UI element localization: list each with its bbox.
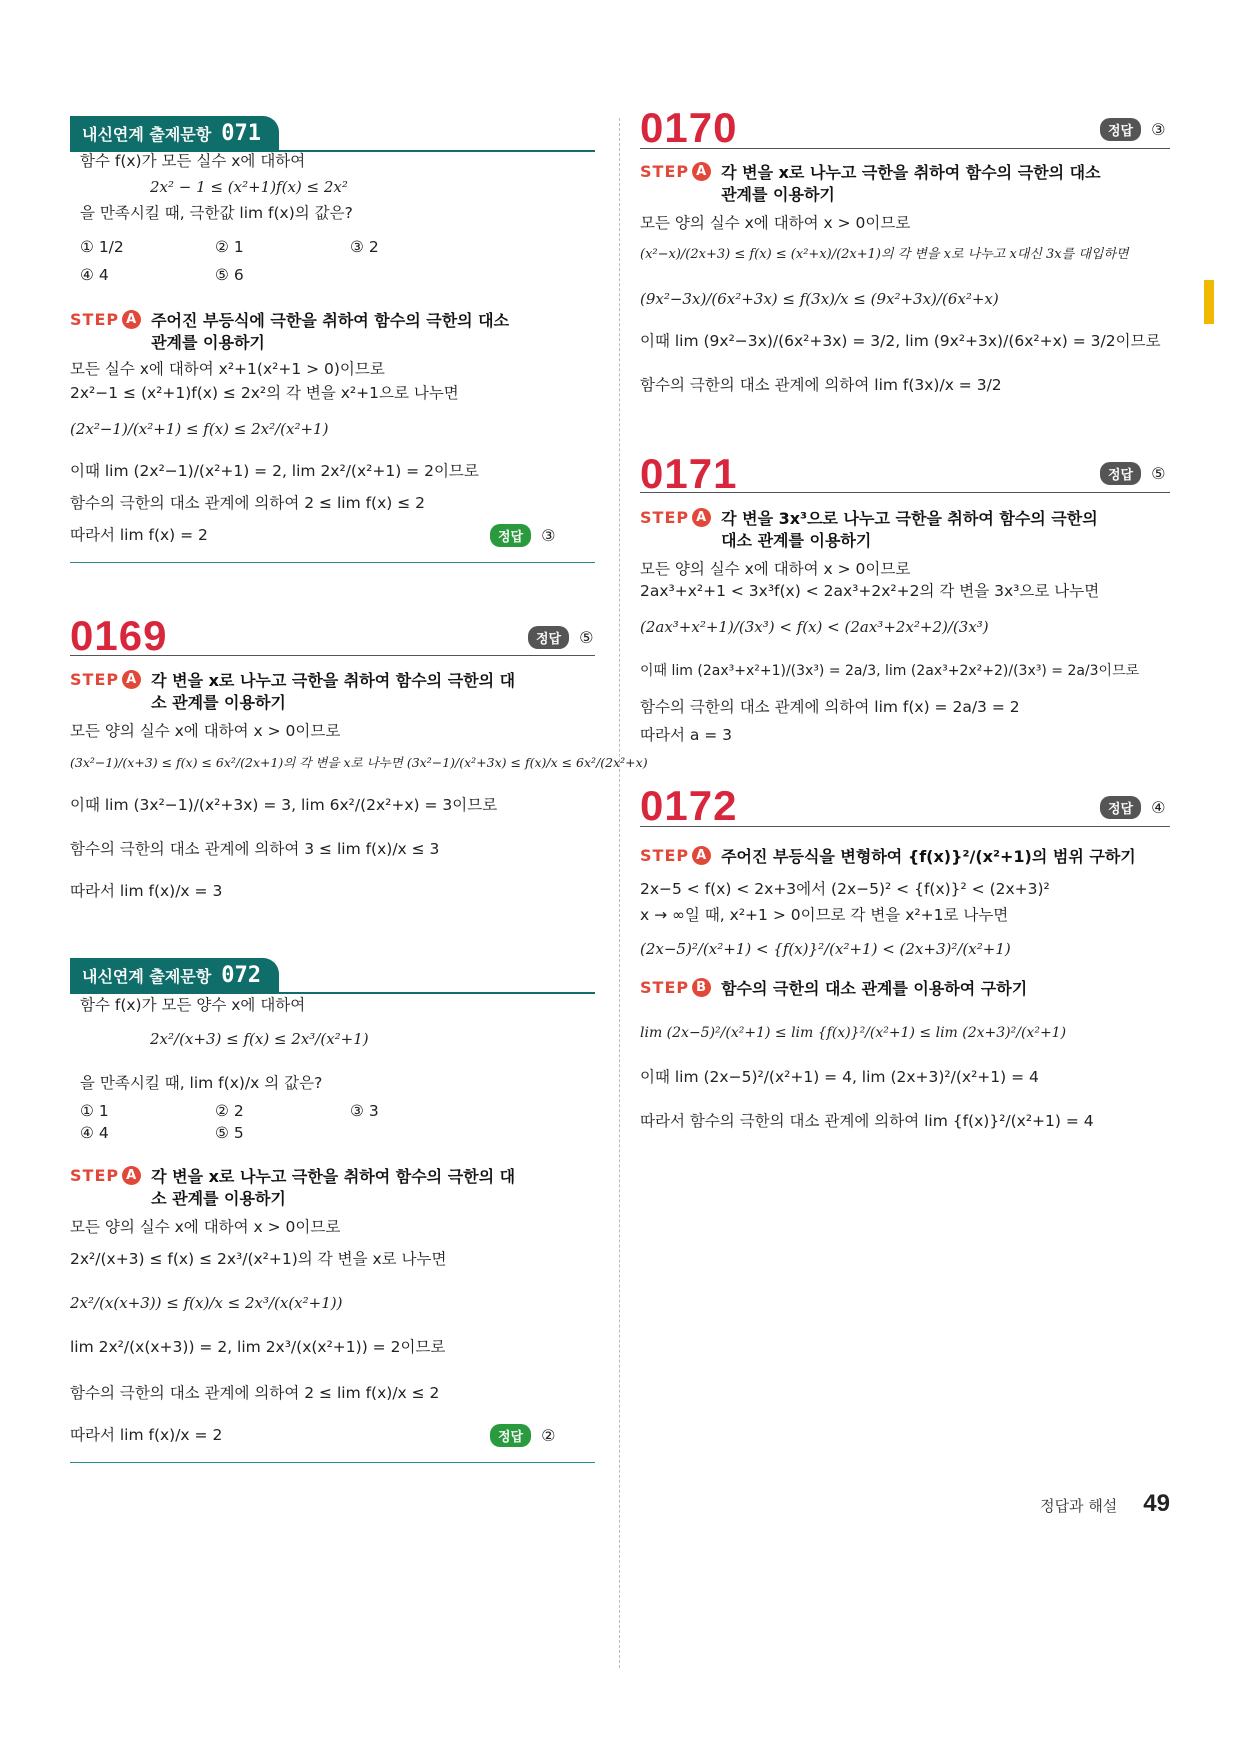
header-rule: [640, 148, 1170, 149]
solution-line: (2ax³+x²+1)/(3x³) < f(x) < (2ax³+2x²+2)/(3x³): [640, 618, 989, 636]
naesin-number: 072: [221, 962, 261, 988]
step-tag: [640, 508, 711, 527]
step-title: 각 변을 x로 나누고 극한을 취하여 함수의 극한의 대소 관계를 이용하기: [151, 671, 516, 712]
answer-value: ②: [541, 1426, 556, 1445]
problem-number: 0170: [640, 104, 738, 151]
solution-line: 2x²−1 ≤ (x²+1)f(x) ≤ 2x²의 각 변을 x²+1으로 나누면: [70, 384, 459, 402]
step-tag: [640, 978, 711, 997]
question-line: 을 만족시킬 때, lim f(x)/x 의 값은?: [80, 1074, 323, 1092]
step-letter: A: [122, 310, 141, 329]
choice-1[interactable]: ① 1/2: [80, 238, 124, 256]
answer-value: ⑤: [579, 628, 594, 647]
problem-number: 0169: [70, 612, 168, 659]
step-letter: A: [692, 162, 711, 181]
solution-line: (2x−5)²/(x²+1) < {f(x)}²/(x²+1) < (2x+3)²/(x²+1): [640, 940, 1011, 958]
solution-line: (3x²−1)/(x+3) ≤ f(x) ≤ 6x²/(2x+1)의 각 변을 x로 나누면 (3x²−1)/(x²+3x) ≤ f(x)/x ≤ 6x²/(2x²+x): [70, 755, 648, 770]
choice-3[interactable]: ③ 3: [350, 1102, 379, 1120]
solution-line: 함수의 극한의 대소 관계에 의하여 lim f(x) = 2a/3 = 2: [640, 698, 1020, 716]
section-separator: [70, 562, 595, 563]
step-letter: A: [692, 846, 711, 865]
step-tag: [640, 162, 711, 181]
solution-line: 모든 양의 실수 x에 대하여 x > 0이므로: [70, 1218, 341, 1236]
step-title: 각 변을 x로 나누고 극한을 취하여 함수의 극한의 대소 관계를 이용하기: [721, 163, 1101, 204]
answer-badge: 정답: [1100, 118, 1141, 141]
column-divider: [619, 118, 620, 1668]
solution-line: 이때 lim (3x²−1)/(x²+3x) = 3, lim 6x²/(2x²+x) = 3이므로: [70, 796, 498, 814]
choice-5[interactable]: ⑤ 5: [215, 1124, 244, 1142]
solution-line: 함수의 극한의 대소 관계에 의하여 3 ≤ lim f(x)/x ≤ 3: [70, 840, 440, 858]
naesin-label: 내신연계 출제문항: [82, 124, 212, 144]
solution-line: 함수의 극한의 대소 관계에 의하여 2 ≤ lim f(x) ≤ 2: [70, 494, 426, 512]
step-letter: A: [692, 508, 711, 527]
naesin-label: 내신연계 출제문항: [82, 966, 212, 986]
naesin-number: 071: [221, 120, 261, 146]
solution-line: 모든 양의 실수 x에 대하여 x > 0이므로: [640, 560, 911, 578]
step-label: STEP: [640, 508, 690, 527]
answer-0169: [528, 626, 593, 649]
answer-0170: [1100, 118, 1165, 141]
choice-5[interactable]: ⑤ 6: [215, 266, 244, 284]
choice-2[interactable]: ② 1: [215, 238, 244, 256]
solution-line: (9x²−3x)/(6x²+3x) ≤ f(3x)/x ≤ (9x²+3x)/(6x²+x): [640, 290, 999, 308]
header-rule: [640, 826, 1170, 827]
solution-line: 따라서 a = 3: [640, 726, 733, 744]
answer-value: ③: [541, 526, 556, 545]
choice-4[interactable]: ④ 4: [80, 1124, 109, 1142]
solution-line: lim 2x²/(x(x+3)) = 2, lim 2x³/(x(x²+1)) = 2이므로: [70, 1338, 446, 1356]
solution-line: 따라서 함수의 극한의 대소 관계에 의하여 lim {f(x)}²/(x²+1) = 4: [640, 1112, 1094, 1130]
step-tag: [70, 310, 141, 329]
solution-line: 함수의 극한의 대소 관계에 의하여 2 ≤ lim f(x)/x ≤ 2: [70, 1384, 440, 1402]
answer-072: [490, 1424, 555, 1447]
section-separator: [70, 1462, 595, 1463]
naesin-box-071: [70, 116, 595, 152]
solution-line: 2x²/(x+3) ≤ f(x) ≤ 2x³/(x²+1)의 각 변을 x로 나누면: [70, 1250, 447, 1268]
naesin-tag: [70, 116, 279, 150]
answer-value: ⑤: [1151, 464, 1166, 483]
step-tag: [640, 846, 711, 865]
solution-line: 함수의 극한의 대소 관계에 의하여 lim f(3x)/x = 3/2: [640, 376, 1002, 394]
solution-line: 따라서 lim f(x) = 2: [70, 526, 208, 544]
footer-label: 정답과 해설: [1040, 1497, 1118, 1515]
step-title: 주어진 부등식을 변형하여 {f(x)}²/(x²+1)의 범위 구하기: [721, 847, 1136, 866]
step-letter: B: [692, 978, 711, 997]
step-tag: [70, 1166, 141, 1185]
step-letter: A: [122, 670, 141, 689]
choice-4[interactable]: ④ 4: [80, 266, 109, 284]
solution-line: (2x²−1)/(x²+1) ≤ f(x) ≤ 2x²/(x²+1): [70, 420, 329, 438]
step-label: STEP: [70, 670, 120, 689]
solution-line: 2ax³+x²+1 < 3x³f(x) < 2ax³+2x²+2의 각 변을 3x³으로 나누면: [640, 582, 1100, 600]
answer-value: ④: [1151, 798, 1166, 817]
solution-line: 따라서 lim f(x)/x = 3: [70, 882, 223, 900]
solution-line: 모든 양의 실수 x에 대하여 x > 0이므로: [70, 722, 341, 740]
step-a-0172: [640, 846, 1140, 868]
step-a-072: [70, 1166, 520, 1210]
step-label: STEP: [640, 162, 690, 181]
question-inequality: 2x²/(x+3) ≤ f(x) ≤ 2x³/(x²+1): [150, 1030, 369, 1048]
step-b-0172: [640, 978, 1140, 1000]
problem-number: 0172: [640, 782, 738, 829]
choice-1[interactable]: ① 1: [80, 1102, 109, 1120]
page-footer: [1040, 1490, 1170, 1518]
page-number: 49: [1143, 1490, 1170, 1517]
step-a-0171: [640, 508, 1110, 552]
answer-0171: [1100, 462, 1165, 485]
answer-0172: [1100, 796, 1165, 819]
naesin-tag: [70, 958, 279, 992]
header-rule: [640, 492, 1170, 493]
answer-badge: 정답: [490, 1424, 531, 1447]
step-label: STEP: [640, 846, 690, 865]
step-letter: A: [122, 1166, 141, 1185]
naesin-box-072: [70, 958, 595, 994]
step-title: 함수의 극한의 대소 관계를 이용하여 구하기: [721, 979, 1028, 998]
solution-line: 이때 lim (2ax³+x²+1)/(3x³) = 2a/3, lim (2ax³+2x²+2)/(3x³) = 2a/3이므로: [640, 663, 1140, 679]
solution-line: 2x²/(x(x+3)) ≤ f(x)/x ≤ 2x³/(x(x²+1)): [70, 1294, 343, 1312]
step-title: 각 변을 3x³으로 나누고 극한을 취하여 함수의 극한의 대소 관계를 이용하기: [721, 509, 1098, 550]
step-label: STEP: [70, 310, 120, 329]
solution-line: 이때 lim (9x²−3x)/(6x²+3x) = 3/2, lim (9x²+3x)/(6x²+x) = 3/2이므로: [640, 332, 1161, 350]
solution-line: 이때 lim (2x−5)²/(x²+1) = 4, lim (2x+3)²/(x²+1) = 4: [640, 1068, 1039, 1086]
answer-badge: 정답: [490, 524, 531, 547]
solution-line: 모든 실수 x에 대하여 x²+1(x²+1 > 0)이므로: [70, 360, 385, 378]
page-edge-marker: [1204, 280, 1214, 324]
solution-line: lim (2x−5)²/(x²+1) ≤ lim {f(x)}²/(x²+1) ≤ lim (2x+3)²/(x²+1): [640, 1025, 1067, 1041]
problem-number: 0171: [640, 450, 738, 497]
step-label: STEP: [640, 978, 690, 997]
choice-3[interactable]: ③ 2: [350, 238, 379, 256]
step-label: STEP: [70, 1166, 120, 1185]
question-inequality: 2x² − 1 ≤ (x²+1)f(x) ≤ 2x²: [150, 178, 348, 196]
solution-line: 2x−5 < f(x) < 2x+3에서 (2x−5)² < {f(x)}² < (2x+3)²: [640, 880, 1050, 898]
solution-line: 이때 lim (2x²−1)/(x²+1) = 2, lim 2x²/(x²+1) = 2이므로: [70, 462, 479, 480]
step-tag: [70, 670, 141, 689]
step-a-0169: [70, 670, 520, 714]
step-title: 주어진 부등식에 극한을 취하여 함수의 극한의 대소 관계를 이용하기: [151, 311, 510, 352]
solution-line: 모든 양의 실수 x에 대하여 x > 0이므로: [640, 214, 911, 232]
answer-badge: 정답: [528, 626, 569, 649]
answer-071: [490, 524, 555, 547]
choice-2[interactable]: ② 2: [215, 1102, 244, 1120]
question-line: 함수 f(x)가 모든 양수 x에 대하여: [80, 996, 306, 1014]
header-rule: [70, 655, 595, 656]
answer-value: ③: [1151, 120, 1166, 139]
step-a-071: [70, 310, 510, 354]
step-title: 각 변을 x로 나누고 극한을 취하여 함수의 극한의 대소 관계를 이용하기: [151, 1167, 516, 1208]
solution-line: x → ∞일 때, x²+1 > 0이므로 각 변을 x²+1로 나누면: [640, 906, 1009, 924]
solution-line: (x²−x)/(2x+3) ≤ f(x) ≤ (x²+x)/(2x+1)의 각 변을 x로 나누고 x대신 3x를 대입하면: [640, 247, 1129, 262]
solution-line: 따라서 lim f(x)/x = 2: [70, 1426, 223, 1444]
question-line: 함수 f(x)가 모든 실수 x에 대하여: [80, 152, 306, 170]
answer-badge: 정답: [1100, 462, 1141, 485]
question-line: 을 만족시킬 때, 극한값 lim f(x)의 값은?: [80, 204, 353, 222]
answer-badge: 정답: [1100, 796, 1141, 819]
step-a-0170: [640, 162, 1110, 206]
